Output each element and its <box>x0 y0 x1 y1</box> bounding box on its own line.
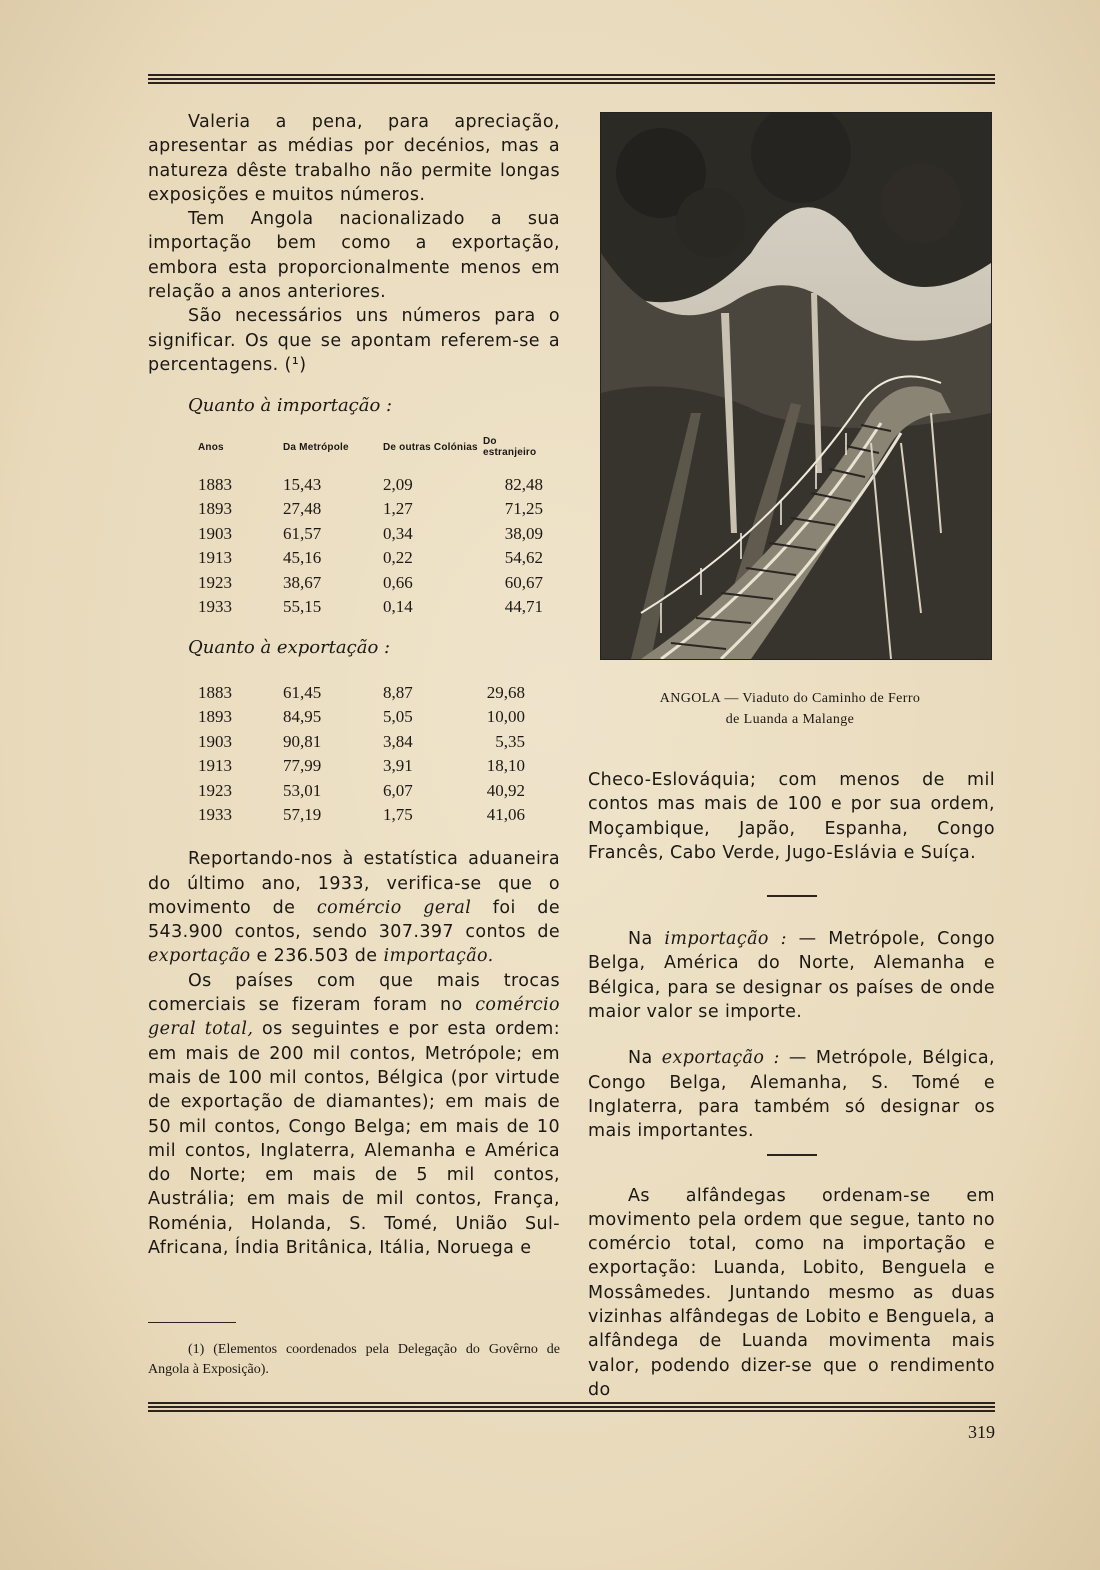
table-row <box>198 546 543 571</box>
table-row <box>198 680 525 705</box>
cell-metropole: 53,01 <box>283 780 322 800</box>
header-metropole: Da Metrópole <box>283 441 349 453</box>
cell-estranjeiro: 5,35 <box>495 731 525 751</box>
table-row <box>198 705 525 730</box>
bottom-rule <box>148 1402 995 1414</box>
cell-colonias: 0,66 <box>383 572 413 592</box>
text-run: Os países com que mais trocas comerciais se fizeram foram no <box>148 970 560 1016</box>
table-row <box>198 521 543 546</box>
cell-year: 1903 <box>198 731 232 751</box>
cell-year: 1883 <box>198 682 232 702</box>
viaduct-photo <box>600 112 992 660</box>
cell-colonias: 5,05 <box>383 707 413 727</box>
cell-year: 1913 <box>198 548 232 568</box>
paragraph-importacao <box>588 927 995 1024</box>
cell-colonias: 2,09 <box>383 474 413 494</box>
table-row <box>198 754 525 779</box>
table-row <box>198 729 525 754</box>
paragraph-percentagens: São necessários uns números para o significar. Os que se apontam referem-se a percentagens. (¹) <box>148 306 560 375</box>
cell-estranjeiro: 41,06 <box>486 805 525 825</box>
cell-colonias: 0,22 <box>383 548 413 568</box>
cell-estranjeiro: 29,68 <box>486 682 525 702</box>
caption-line-1: ANGOLA — Viaduto do Caminho de Ferro <box>659 691 921 706</box>
cell-colonias: 1,27 <box>383 499 413 519</box>
cell-estranjeiro: 71,25 <box>504 499 543 519</box>
cell-metropole: 55,15 <box>283 597 322 617</box>
text-run: Na <box>628 1048 662 1069</box>
text-italic: exportação <box>148 946 251 967</box>
cell-estranjeiro: 18,10 <box>486 756 525 776</box>
header-estranjeiro: Do estranjeiro <box>483 436 537 459</box>
import-table <box>198 436 543 619</box>
cell-metropole: 45,16 <box>283 548 322 568</box>
text-italic: comércio geral total, <box>148 995 560 1040</box>
cell-year: 1893 <box>198 499 232 519</box>
cell-year: 1913 <box>198 756 232 776</box>
paragraph-medias: Valeria a pena, para apreciação, apresentar as médias por decénios, mas a natureza dêste trabalho não permite longas exposições e muitos números. <box>148 112 560 205</box>
cell-metropole: 61,57 <box>283 523 322 543</box>
text-italic: importação. <box>383 946 494 967</box>
cell-metropole: 15,43 <box>283 474 322 494</box>
table-row <box>198 778 525 803</box>
cell-estranjeiro: 40,92 <box>486 780 525 800</box>
text-run: foi de 543.900 contos, sendo 307.397 contos de <box>148 897 560 943</box>
table-row <box>198 472 543 497</box>
cell-colonias: 6,07 <box>383 780 413 800</box>
text-run: os seguintes e por esta ordem: em mais de 200 mil contos, Metrópole; em mais de 100 mil contos, Bélgica (por virtude de exportação de diamantes); em mais de 50 mil contos, Congo Belga; em mais de 10 mil contos, Inglaterra, Alemanha e América do Norte; em mais de 5 mil contos, Austrália; em mais de mil contos, França, Roménia, Holanda, S. Tomé, União Sul-Africana, Índia Britânica, Itália, Noruega e <box>148 1019 560 1259</box>
header-colonias: De outras Colónias <box>383 441 478 453</box>
cell-estranjeiro: 10,00 <box>486 707 525 727</box>
left-column <box>148 110 560 1260</box>
cell-colonias: 3,91 <box>383 756 413 776</box>
text-italic: importação : <box>664 929 787 950</box>
table-header-row <box>198 436 543 472</box>
table-row <box>198 497 543 522</box>
railway-viaduct-image <box>601 113 991 659</box>
top-rule <box>148 74 995 86</box>
export-table <box>198 680 525 827</box>
cell-estranjeiro: 82,48 <box>504 474 543 494</box>
cell-year: 1933 <box>198 597 232 617</box>
cell-colonias: 1,75 <box>383 805 413 825</box>
cell-year: 1923 <box>198 780 232 800</box>
table-row <box>198 595 543 620</box>
cell-year: 1903 <box>198 523 232 543</box>
text-run: Na <box>628 929 665 950</box>
cell-colonias: 8,87 <box>383 682 413 702</box>
cell-estranjeiro: 54,62 <box>504 548 543 568</box>
right-column <box>588 768 995 1402</box>
cell-colonias: 0,14 <box>383 597 413 617</box>
text-run: Reportando-nos à estatística aduaneira do último ano, 1933, verifica-se que o movimento de <box>148 849 560 918</box>
caption-line-2: de Luanda a Malange <box>725 712 855 727</box>
cell-estranjeiro: 44,71 <box>504 597 543 617</box>
cell-metropole: 90,81 <box>283 731 322 751</box>
table-row <box>198 803 525 828</box>
cell-year: 1933 <box>198 805 232 825</box>
cell-metropole: 84,95 <box>283 707 322 727</box>
paragraph-nacionalizado: Tem Angola nacionalizado a sua importação bem como a exportação, embora esta proporcionalmente menos em relação a anos anteriores. <box>148 209 560 303</box>
footnote: (1) (Elementos coordenados pela Delegação do Govêrno de Angola à Exposição). <box>148 1342 560 1377</box>
page-number: 319 <box>968 1422 995 1442</box>
table-row <box>198 570 543 595</box>
cell-colonias: 0,34 <box>383 523 413 543</box>
export-heading: Quanto à exportação : <box>188 637 391 659</box>
paragraph-estatistica <box>148 847 560 968</box>
cell-year: 1923 <box>198 572 232 592</box>
paragraph-exportacao <box>588 1046 995 1143</box>
cell-metropole: 61,45 <box>283 682 322 702</box>
cell-metropole: 27,48 <box>283 499 322 519</box>
cell-metropole: 77,99 <box>283 756 322 776</box>
text-italic: comércio geral <box>316 897 472 918</box>
cell-estranjeiro: 38,09 <box>504 523 543 543</box>
paragraph-alfandegas: As alfândegas ordenam-se em movimento pela ordem que segue, tanto no comércio total, como na importação e exportação: Luanda, Lobito, Benguela e Mossâmedes. Juntando mesmo as duas vizinhas alfândegas de Lobito e Benguela, a alfândega de Luanda movimenta mais valor, podendo dizer-se que o rendimento do <box>588 1185 995 1400</box>
cell-metropole: 57,19 <box>283 805 322 825</box>
text-run: — Metrópole, Bélgica, Congo Belga, Alemanha, S. Tomé e Inglaterra, para também só designar os mais importantes. <box>588 1048 995 1142</box>
text-italic: exportação : <box>661 1048 780 1069</box>
import-heading: Quanto à importação : <box>188 395 393 417</box>
cell-year: 1893 <box>198 707 232 727</box>
photo-caption <box>590 688 990 730</box>
cell-colonias: 3,84 <box>383 731 413 751</box>
cell-metropole: 38,67 <box>283 572 322 592</box>
paragraph-paises <box>148 969 560 1261</box>
cell-estranjeiro: 60,67 <box>504 572 543 592</box>
paragraph-checo: Checo-Eslováquia; com menos de mil contos mas mais de 100 e por sua ordem, Moçambique, Japão, Espanha, Congo Francês, Cabo Verde, Jugo-Eslávia e Suíça. <box>588 770 995 863</box>
header-anos: Anos <box>198 441 224 453</box>
footnote-rule <box>148 1322 236 1323</box>
text-run: — Metrópole, Congo Belga, América do Norte, Alemanha e Bélgica, para se designar os países de onde maior valor se importe. <box>588 929 995 1023</box>
text-run: e 236.503 de <box>250 946 384 967</box>
cell-year: 1883 <box>198 474 232 494</box>
